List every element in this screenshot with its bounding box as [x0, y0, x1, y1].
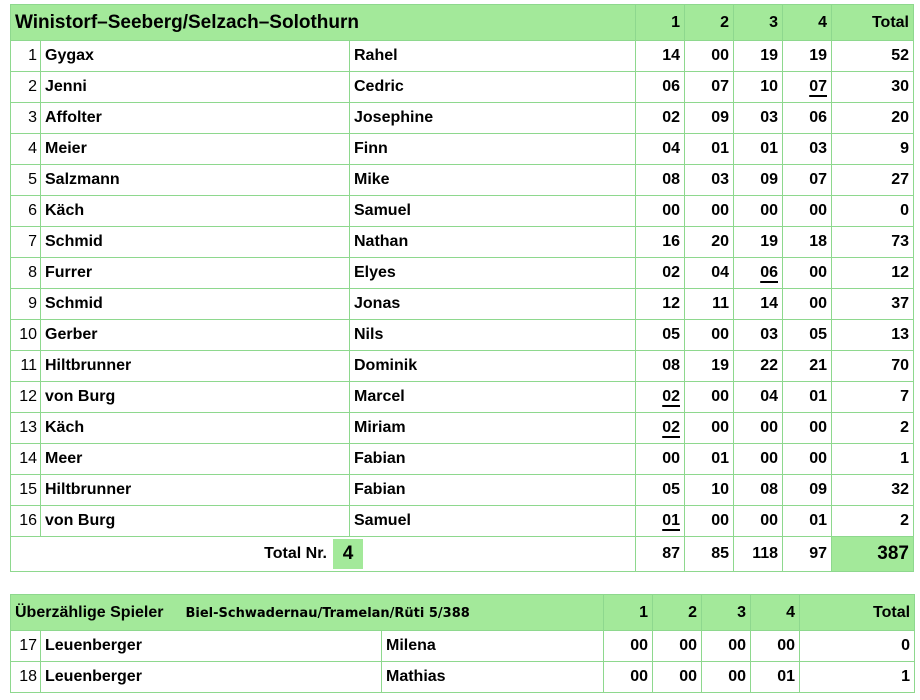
score-value: 08: [760, 481, 778, 498]
score-value: 19: [809, 47, 827, 64]
score-value: 00: [711, 388, 729, 405]
grand-total: 387: [832, 537, 914, 572]
score-value: 10: [711, 481, 729, 498]
player-nr: 9: [11, 289, 41, 320]
player-nr: 11: [11, 351, 41, 382]
team-title: Winistorf–Seeberg/Selzach–Solothurn: [11, 5, 636, 41]
score-cell: [783, 351, 832, 382]
extra-info: Biel-Schwadernau/Tramelan/Rüti 5/388: [185, 605, 470, 621]
player-nr: 12: [11, 382, 41, 413]
score-cell: [685, 103, 734, 134]
player-total: 52: [832, 41, 914, 72]
player-last-name: Salzmann: [41, 165, 350, 196]
col-header-3: 3: [734, 5, 783, 41]
score-value: 00: [809, 295, 827, 312]
score-cell: [734, 289, 783, 320]
score-value: 03: [760, 109, 778, 126]
player-nr: 10: [11, 320, 41, 351]
score-value: 01: [809, 388, 827, 405]
score-value: 00: [809, 419, 827, 436]
player-total: 2: [832, 506, 914, 537]
player-first-name: Fabian: [350, 475, 636, 506]
score-cell: [751, 631, 800, 662]
score-cell: [734, 41, 783, 72]
score-cell: [653, 631, 702, 662]
player-nr: 1: [11, 41, 41, 72]
player-nr: 14: [11, 444, 41, 475]
table-row: [11, 196, 914, 227]
player-first-name: Marcel: [350, 382, 636, 413]
score-cell: [734, 382, 783, 413]
score-value: 00: [711, 419, 729, 436]
player-first-name: Josephine: [350, 103, 636, 134]
score-cell: [783, 444, 832, 475]
score-cell: [783, 103, 832, 134]
extra-col-header-3: 3: [702, 595, 751, 631]
score-value: 00: [711, 326, 729, 343]
score-value: 19: [711, 357, 729, 374]
team-score-table: [10, 4, 914, 572]
player-first-name: Finn: [350, 134, 636, 165]
table-row: [11, 631, 915, 662]
score-cell: [685, 444, 734, 475]
player-total: 9: [832, 134, 914, 165]
player-last-name: Hiltbrunner: [41, 351, 350, 382]
score-value: 00: [728, 668, 747, 685]
player-total: 32: [832, 475, 914, 506]
score-cell: [636, 41, 685, 72]
score-cell: [604, 631, 653, 662]
score-cell: [636, 196, 685, 227]
score-value: 03: [711, 171, 729, 188]
score-value: 00: [711, 512, 729, 529]
col-header-1: 1: [636, 5, 685, 41]
score-value: 00: [777, 637, 796, 654]
player-nr: 6: [11, 196, 41, 227]
table-row: [11, 662, 915, 693]
player-last-name: Leuenberger: [41, 631, 382, 662]
score-value: 04: [760, 388, 778, 405]
player-nr: 2: [11, 72, 41, 103]
player-last-name: Meier: [41, 134, 350, 165]
player-total: 0: [832, 196, 914, 227]
score-value: 00: [728, 637, 747, 654]
score-cell: [702, 631, 751, 662]
score-value: 02: [662, 109, 680, 126]
table-row: [11, 134, 914, 165]
score-cell: [685, 41, 734, 72]
score-value: 03: [760, 326, 778, 343]
score-cell: [636, 72, 685, 103]
round-total: 87: [636, 537, 685, 572]
score-cell: [783, 41, 832, 72]
score-cell: [685, 227, 734, 258]
player-total: 30: [832, 72, 914, 103]
table-header-row: [11, 5, 914, 41]
score-cell: [783, 382, 832, 413]
player-nr: 16: [11, 506, 41, 537]
col-header-2: 2: [685, 5, 734, 41]
score-cell: [685, 475, 734, 506]
player-total: 1: [832, 444, 914, 475]
score-cell: [685, 165, 734, 196]
score-cell: [636, 258, 685, 289]
player-last-name: Jenni: [41, 72, 350, 103]
score-cell: [734, 506, 783, 537]
round-total: 85: [685, 537, 734, 572]
score-value: 01: [662, 512, 680, 529]
player-total: 7: [832, 382, 914, 413]
score-value: 05: [662, 326, 680, 343]
score-value: 06: [760, 264, 778, 281]
score-value: 00: [760, 450, 778, 467]
table-row: [11, 413, 914, 444]
score-value: 19: [760, 233, 778, 250]
score-cell: [783, 258, 832, 289]
player-total: 2: [832, 413, 914, 444]
score-value: 02: [662, 264, 680, 281]
score-cell: [734, 444, 783, 475]
player-nr: 5: [11, 165, 41, 196]
player-first-name: Mathias: [382, 662, 604, 693]
score-cell: [685, 351, 734, 382]
player-first-name: Nathan: [350, 227, 636, 258]
player-nr: 8: [11, 258, 41, 289]
player-total: 1: [800, 662, 915, 693]
score-value: 10: [760, 78, 778, 95]
score-cell: [636, 506, 685, 537]
score-value: 21: [809, 357, 827, 374]
score-cell: [783, 413, 832, 444]
score-cell: [751, 662, 800, 693]
score-value: 09: [760, 171, 778, 188]
player-last-name: Hiltbrunner: [41, 475, 350, 506]
score-value: 09: [711, 109, 729, 126]
score-cell: [685, 72, 734, 103]
score-cell: [783, 475, 832, 506]
score-cell: [783, 289, 832, 320]
player-last-name: Meer: [41, 444, 350, 475]
score-value: 09: [809, 481, 827, 498]
player-total: 73: [832, 227, 914, 258]
round-total: 118: [734, 537, 783, 572]
score-cell: [734, 258, 783, 289]
score-cell: [685, 506, 734, 537]
score-value: 02: [662, 388, 680, 405]
player-total: 37: [832, 289, 914, 320]
score-value: 19: [760, 47, 778, 64]
player-nr: 4: [11, 134, 41, 165]
table-row: [11, 382, 914, 413]
score-value: 01: [711, 450, 729, 467]
score-cell: [783, 165, 832, 196]
player-first-name: Milena: [382, 631, 604, 662]
table-row: [11, 165, 914, 196]
table-row: [11, 444, 914, 475]
score-value: 04: [662, 140, 680, 157]
score-value: 07: [711, 78, 729, 95]
score-cell: [636, 165, 685, 196]
score-value: 06: [662, 78, 680, 95]
table-row: [11, 289, 914, 320]
score-cell: [734, 72, 783, 103]
score-cell: [685, 196, 734, 227]
score-cell: [636, 475, 685, 506]
score-value: 11: [712, 295, 729, 312]
score-cell: [734, 227, 783, 258]
score-value: 12: [662, 295, 680, 312]
score-value: 00: [760, 202, 778, 219]
totals-row: [11, 537, 914, 572]
player-last-name: Käch: [41, 413, 350, 444]
table-row: [11, 227, 914, 258]
score-cell: [783, 320, 832, 351]
player-nr: 3: [11, 103, 41, 134]
extra-players-table: [10, 594, 915, 693]
score-cell: [636, 320, 685, 351]
score-cell: [636, 413, 685, 444]
score-cell: [734, 134, 783, 165]
score-cell: [734, 103, 783, 134]
score-value: 03: [809, 140, 827, 157]
score-value: 00: [679, 668, 698, 685]
extra-col-header-total: Total: [800, 595, 915, 631]
score-value: 00: [711, 202, 729, 219]
player-last-name: von Burg: [41, 506, 350, 537]
score-value: 18: [809, 233, 827, 250]
score-cell: [685, 258, 734, 289]
score-cell: [636, 351, 685, 382]
score-value: 05: [809, 326, 827, 343]
score-cell: [783, 506, 832, 537]
score-value: 07: [809, 78, 827, 95]
score-cell: [734, 413, 783, 444]
player-first-name: Nils: [350, 320, 636, 351]
player-last-name: Leuenberger: [41, 662, 382, 693]
score-cell: [734, 165, 783, 196]
score-cell: [783, 196, 832, 227]
score-cell: [783, 227, 832, 258]
player-nr: 18: [11, 662, 41, 693]
score-value: 06: [809, 109, 827, 126]
score-cell: [685, 382, 734, 413]
score-cell: [636, 289, 685, 320]
table-row: [11, 258, 914, 289]
player-last-name: Gygax: [41, 41, 350, 72]
player-first-name: Samuel: [350, 506, 636, 537]
player-last-name: Affolter: [41, 103, 350, 134]
score-value: 01: [711, 140, 729, 157]
score-cell: [685, 413, 734, 444]
score-value: 01: [777, 668, 796, 685]
player-last-name: Schmid: [41, 227, 350, 258]
score-value: 00: [711, 47, 729, 64]
extra-header-row: [11, 595, 915, 631]
table-row: [11, 72, 914, 103]
table-row: [11, 475, 914, 506]
table-row: [11, 351, 914, 382]
score-value: 00: [630, 668, 649, 685]
score-cell: [653, 662, 702, 693]
score-value: 14: [760, 295, 778, 312]
score-value: 00: [679, 637, 698, 654]
player-total: 20: [832, 103, 914, 134]
score-cell: [685, 134, 734, 165]
score-value: 05: [662, 481, 680, 498]
score-value: 00: [760, 512, 778, 529]
player-nr: 7: [11, 227, 41, 258]
score-value: 00: [809, 264, 827, 281]
score-cell: [636, 227, 685, 258]
player-last-name: Schmid: [41, 289, 350, 320]
table-row: [11, 103, 914, 134]
extra-col-header-2: 2: [653, 595, 702, 631]
score-value: 14: [662, 47, 680, 64]
score-value: 00: [630, 637, 649, 654]
score-cell: [636, 134, 685, 165]
player-last-name: von Burg: [41, 382, 350, 413]
player-first-name: Cedric: [350, 72, 636, 103]
score-value: 01: [760, 140, 778, 157]
score-value: 00: [760, 419, 778, 436]
score-value: 16: [662, 233, 680, 250]
player-nr: 13: [11, 413, 41, 444]
score-value: 07: [809, 171, 827, 188]
score-cell: [636, 444, 685, 475]
score-value: 08: [662, 357, 680, 374]
table-row: [11, 41, 914, 72]
team-number-badge: 4: [333, 539, 363, 569]
player-first-name: Dominik: [350, 351, 636, 382]
player-total: 13: [832, 320, 914, 351]
score-value: 02: [662, 419, 680, 436]
player-total: 70: [832, 351, 914, 382]
player-first-name: Samuel: [350, 196, 636, 227]
player-last-name: Furrer: [41, 258, 350, 289]
player-nr: 15: [11, 475, 41, 506]
player-nr: 17: [11, 631, 41, 662]
score-value: 00: [809, 450, 827, 467]
extra-col-header-4: 4: [751, 595, 800, 631]
player-first-name: Elyes: [350, 258, 636, 289]
score-cell: [734, 475, 783, 506]
totals-label: Total Nr.: [264, 545, 327, 563]
score-value: 08: [662, 171, 680, 188]
table-row: [11, 320, 914, 351]
score-cell: [685, 289, 734, 320]
score-cell: [783, 134, 832, 165]
player-first-name: Rahel: [350, 41, 636, 72]
score-cell: [604, 662, 653, 693]
player-first-name: Miriam: [350, 413, 636, 444]
score-value: 04: [711, 264, 729, 281]
player-first-name: Fabian: [350, 444, 636, 475]
player-total: 0: [800, 631, 915, 662]
score-cell: [702, 662, 751, 693]
score-value: 00: [809, 202, 827, 219]
score-value: 20: [711, 233, 729, 250]
player-total: 12: [832, 258, 914, 289]
score-cell: [734, 320, 783, 351]
player-first-name: Jonas: [350, 289, 636, 320]
extra-header: [11, 595, 604, 631]
totals-label-cell: [11, 537, 636, 572]
score-cell: [734, 351, 783, 382]
score-value: 00: [662, 202, 680, 219]
player-total: 27: [832, 165, 914, 196]
score-cell: [734, 196, 783, 227]
player-last-name: Gerber: [41, 320, 350, 351]
score-cell: [783, 72, 832, 103]
round-total: 97: [783, 537, 832, 572]
score-cell: [685, 320, 734, 351]
player-last-name: Käch: [41, 196, 350, 227]
score-value: 01: [809, 512, 827, 529]
player-first-name: Mike: [350, 165, 636, 196]
col-header-total: Total: [832, 5, 914, 41]
score-cell: [636, 382, 685, 413]
score-value: 00: [662, 450, 680, 467]
col-header-4: 4: [783, 5, 832, 41]
extra-col-header-1: 1: [604, 595, 653, 631]
table-row: [11, 506, 914, 537]
score-value: 22: [760, 357, 778, 374]
score-cell: [636, 103, 685, 134]
extra-title: Überzählige Spieler: [15, 603, 164, 621]
